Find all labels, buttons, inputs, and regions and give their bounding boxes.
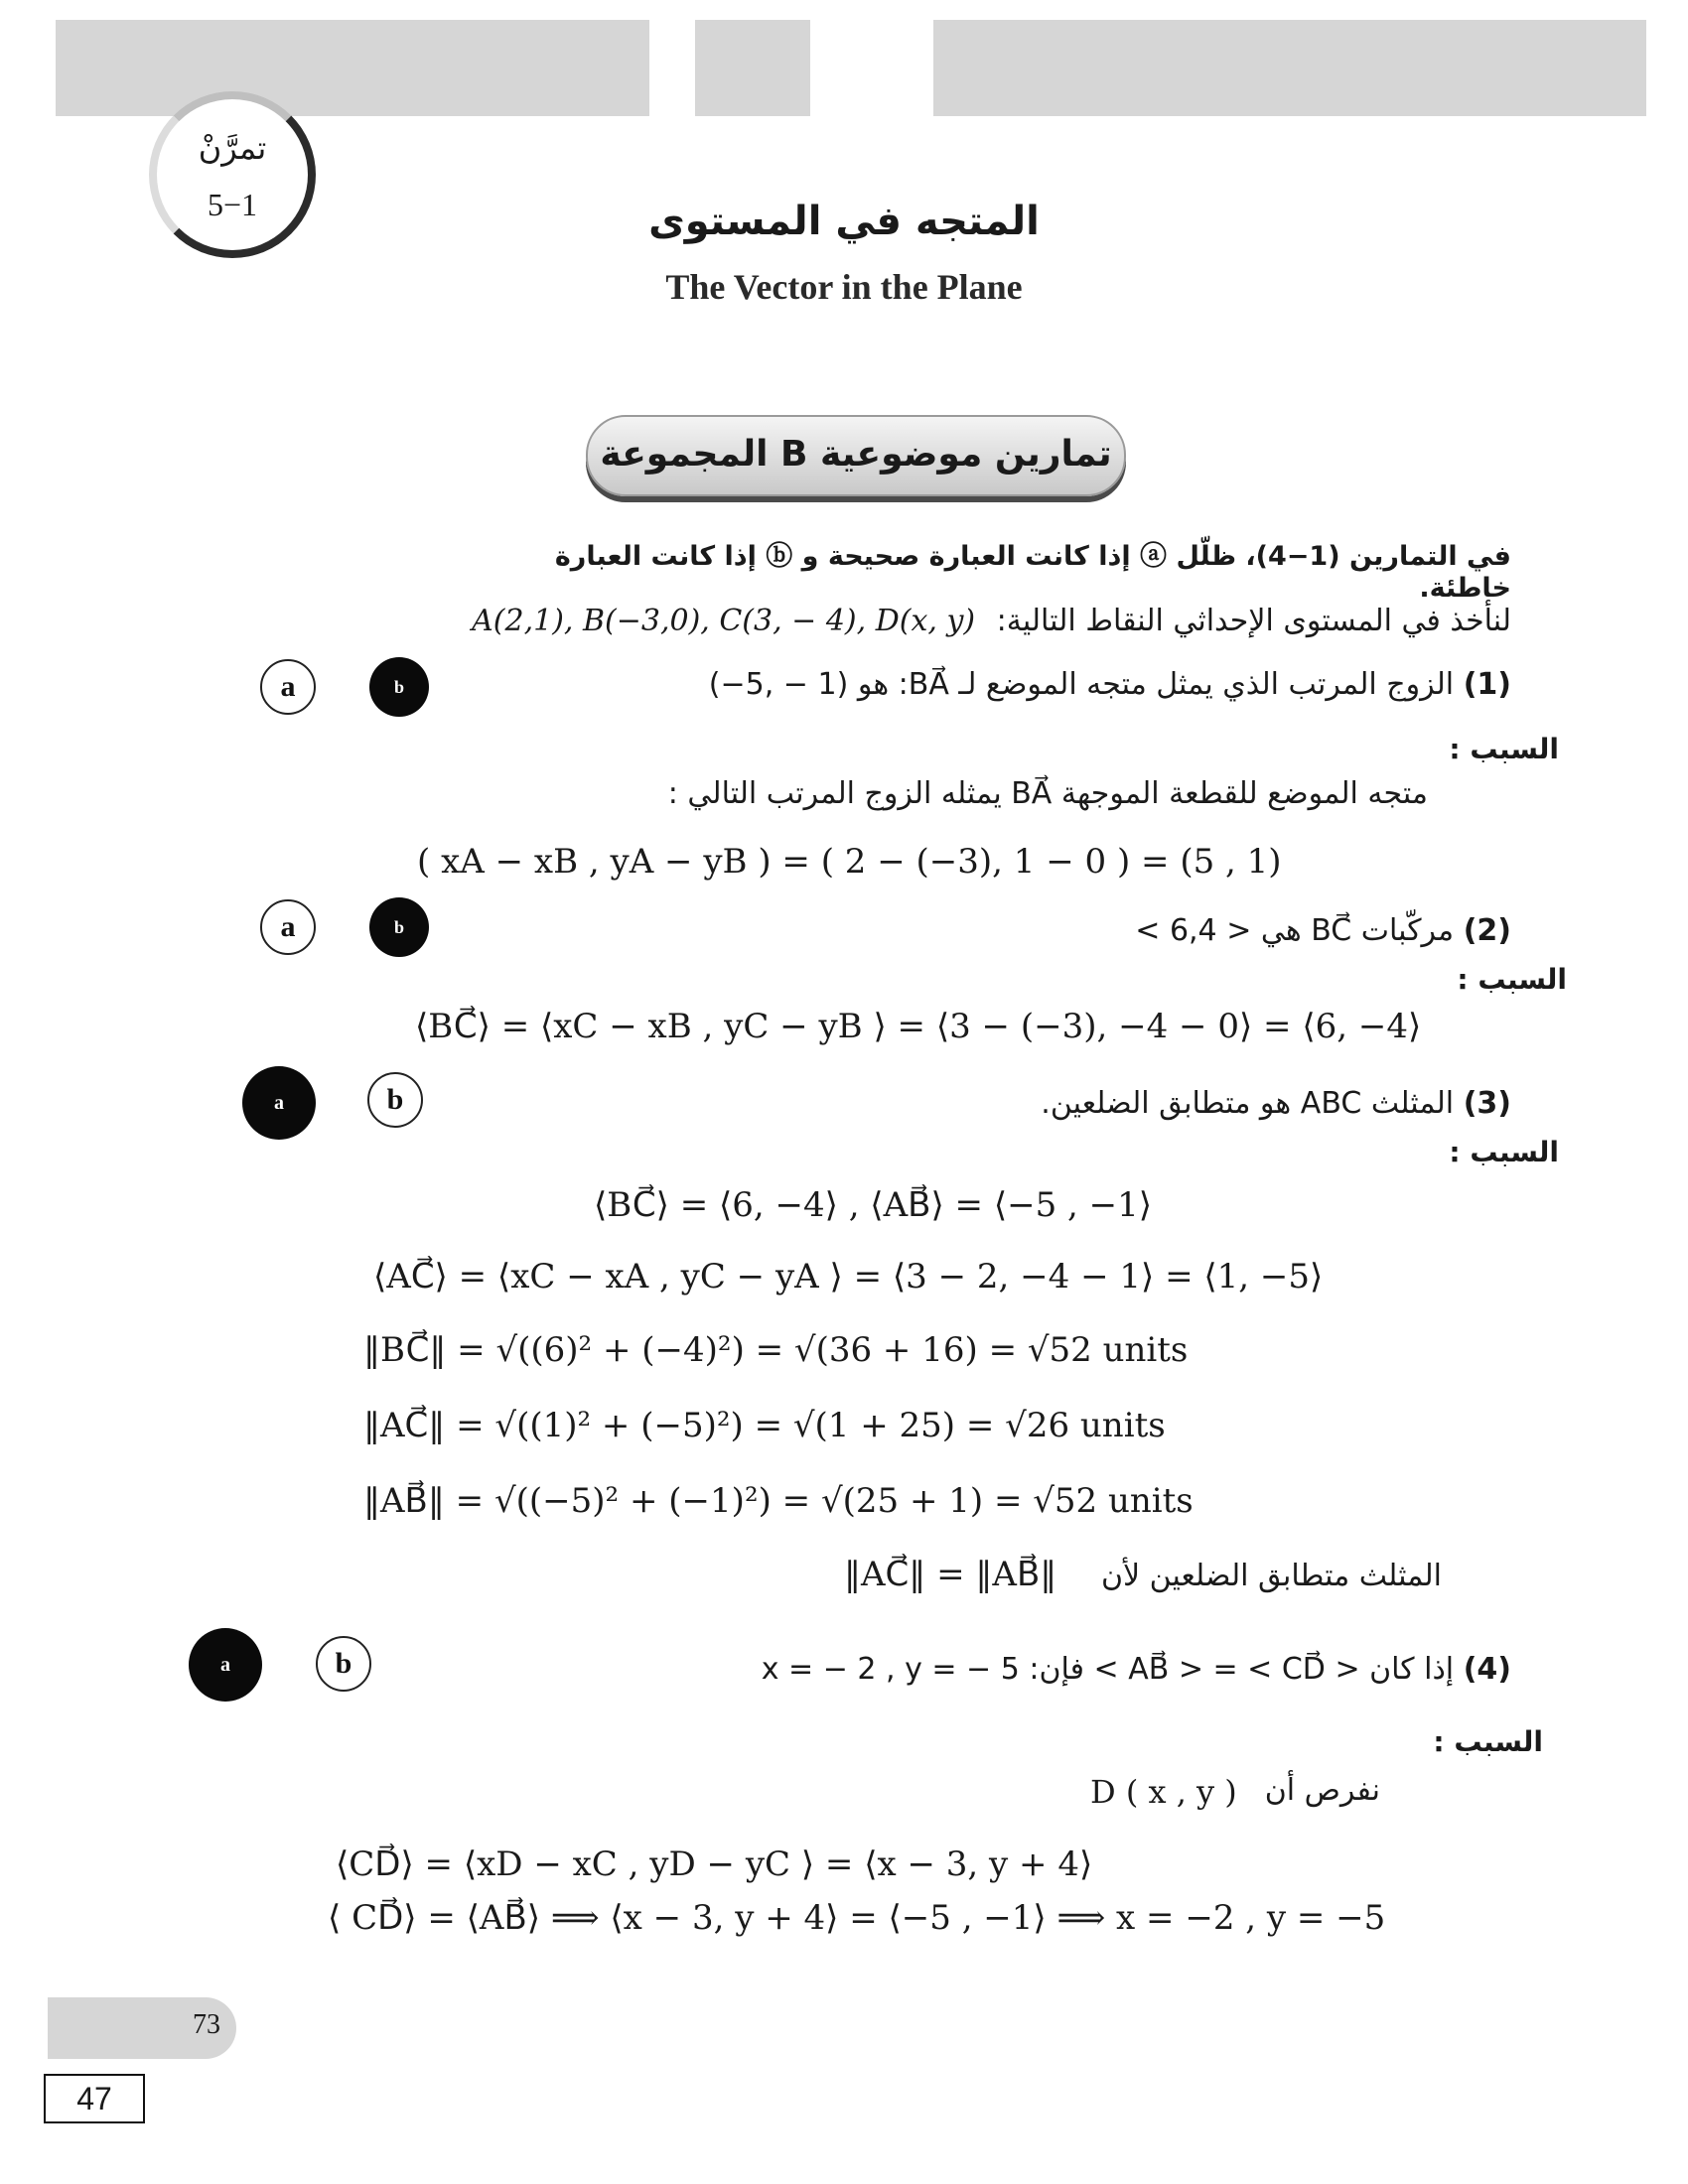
q4-choice-b[interactable]: b: [316, 1636, 371, 1692]
page-title-english: The Vector in the Plane: [665, 267, 1023, 307]
q3-question: [518, 1086, 1511, 1121]
points-line: [320, 604, 1511, 638]
q4-line-2: ⟨ CD⃗⟩ = ⟨AB⃗⟩ ⟹ ⟨x − 3, y + 4⟩ = ⟨−5 , −1⟩ ⟹ x = −2 , y = −5: [328, 1898, 1386, 1938]
q1-calculation: ( xA − xB , yA − yB ) = ( 2 − (−3), 1 − 0 ) = (5 , 1): [417, 842, 1282, 882]
q3-conclusion-math: ‖AC⃗‖ = ‖AB⃗‖: [844, 1555, 1057, 1594]
badge-number: 5−1: [207, 187, 258, 222]
q3-line-5: ‖AB⃗‖ = √((−5)² + (−1)²) = √(25 + 1) = √52 units: [363, 1481, 1194, 1521]
points-list: A(2,1), B(−3,0), C(3, − 4), D(x, y): [472, 604, 976, 638]
q1-question: [518, 667, 1511, 702]
q1-number: (1): [1463, 667, 1511, 702]
instructions: في التمارين (1−4)، ظلّل ⓐ إذا كانت العبارة صحيحة و ⓑ إذا كانت العبارة خاطئة.: [554, 541, 1511, 604]
q3-number: (3): [1463, 1086, 1511, 1121]
q3-line-4: ‖AC⃗‖ = √((1)² + (−5)²) = √(1 + 25) = √26 units: [363, 1406, 1166, 1445]
badge-label: تمرَّنْ: [198, 129, 267, 167]
header-band-right: [933, 20, 1646, 116]
q2-choice-a[interactable]: a: [260, 899, 316, 955]
q3-conclusion-text: المثلث متطابق الضلعين لأن: [1100, 1559, 1442, 1593]
q2-reason-label: السبب :: [1457, 963, 1567, 996]
q4-number: (4): [1463, 1652, 1511, 1687]
page-box: [44, 2074, 145, 2123]
q2-calculation: ⟨BC⃗⟩ = ⟨xC − xB , yC − yB ⟩ = ⟨3 − (−3), −4 − 0⟩ = ⟨6, −4⟩: [415, 1007, 1422, 1046]
page-box-number: 47: [76, 2081, 112, 2116]
q2-question: [518, 913, 1511, 948]
q4-text: إذا كان < AB⃗ > = < CD⃗ > فإن: x = − 2 , y = − 5: [761, 1652, 1455, 1687]
q4-choice-a[interactable]: a: [189, 1628, 262, 1702]
q4-reason-label: السبب :: [1433, 1725, 1543, 1758]
q4-assume-math: D ( x , y ): [1090, 1773, 1237, 1811]
q3-line-3: ‖BC⃗‖ = √((6)² + (−4)²) = √(36 + 16) = √52 units: [363, 1330, 1189, 1370]
q3-line-2: ⟨AC⃗⟩ = ⟨xC − xA , yC − yA ⟩ = ⟨3 − 2, −4 − 1⟩ = ⟨1, −5⟩: [373, 1257, 1324, 1297]
header-band-left: [56, 20, 649, 116]
q2-text: مركّبات BC⃗ هي < 6,4 >: [1135, 913, 1455, 948]
q4-assume-text: نفرص أن: [1264, 1773, 1380, 1808]
q1-choice-a[interactable]: a: [260, 659, 316, 715]
q1-choice-b[interactable]: b: [369, 657, 429, 717]
q3-line-1: ⟨BC⃗⟩ = ⟨6, −4⟩ , ⟨AB⃗⟩ = ⟨−5 , −1⟩: [594, 1185, 1153, 1225]
q3-reason-label: السبب :: [1449, 1136, 1559, 1168]
group-label-box: [586, 415, 1126, 496]
page-number: 73: [193, 2009, 220, 2040]
page-number-tab: [48, 1997, 236, 2059]
page-title-arabic: المتجه في المستوى: [648, 199, 1040, 244]
q1-reason-label: السبب :: [1449, 733, 1559, 765]
points-intro: لنأخذ في المستوى الإحداثي النقاط التالية:: [996, 604, 1511, 638]
q3-text: المثلث ABC هو متطابق الضلعين.: [1041, 1086, 1455, 1121]
q4-line-1: ⟨CD⃗⟩ = ⟨xD − xC , yD − yC ⟩ = ⟨x − 3, y + 4⟩: [336, 1844, 1093, 1884]
q4-question: [518, 1652, 1511, 1687]
q1-text: الزوج المرتب الذي يمثل متجه الموضع لـ BA⃗: هو (1 − ,5−): [708, 667, 1455, 702]
group-label: المجموعة B تمارين موضوعية: [600, 434, 1112, 475]
q3-choice-a[interactable]: a: [242, 1066, 316, 1140]
q2-number: (2): [1463, 913, 1511, 948]
q3-choice-b[interactable]: b: [367, 1072, 423, 1128]
header-band-middle: [695, 20, 810, 116]
q2-choice-b[interactable]: b: [369, 897, 429, 957]
q1-reason-text: متجه الموضع للقطعة الموجهة BA⃗ يمثله الزوج المرتب التالي :: [667, 776, 1428, 811]
